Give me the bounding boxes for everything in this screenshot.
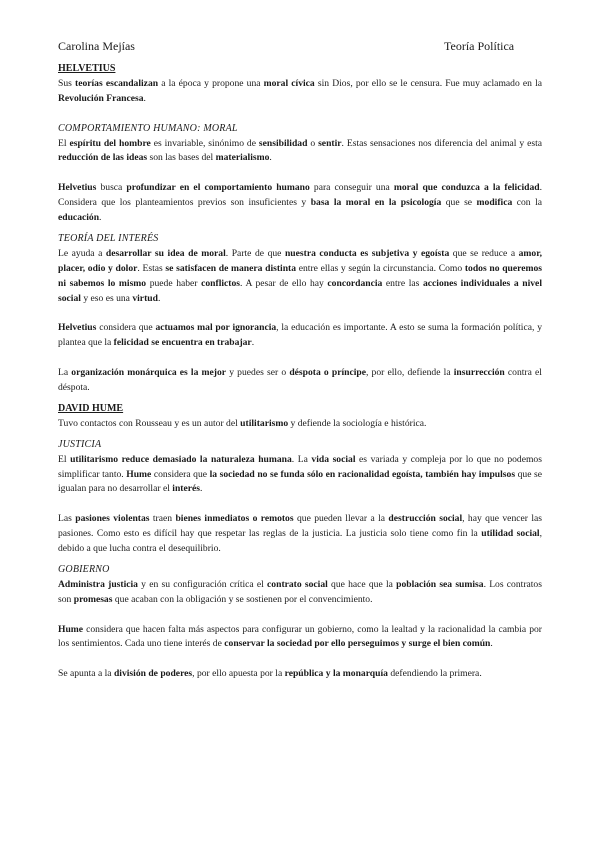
bold-text: virtud (132, 292, 158, 304)
bold-text: Helvetius (58, 322, 97, 334)
section-subtitle: TEORÍA DEL INTERÉS (58, 232, 159, 244)
text-run: considera que (151, 468, 210, 480)
bold-text: espíritu del hombre (69, 137, 151, 149)
paragraph (58, 417, 542, 432)
text-run: . (157, 292, 161, 304)
text-run: contra el déspota. (58, 367, 542, 393)
bold-text: amor, placer, odio y dolor (58, 247, 542, 274)
text-run: que acaban con la obligación y se sostienen por el convencimiento. (112, 593, 373, 605)
bold-text: se satisfacen de manera distinta (165, 262, 297, 274)
text-run: . Considera que los planteamientos previos son insuficientes y (58, 182, 542, 209)
text-run: entre las (382, 277, 423, 289)
text-run: para conseguir una (309, 182, 394, 194)
bold-text: destrucción social (388, 513, 463, 525)
bold-text: reducción de las ideas (58, 152, 148, 164)
text-run: , debido a que lucha contra el desequilibrio. (58, 528, 542, 555)
text-run: y eso es una (80, 292, 133, 304)
paragraph (58, 512, 542, 557)
text-run: , por ello, defiende la (366, 367, 454, 379)
text-run: y en su configuración crítica el (137, 578, 268, 590)
paragraph (58, 453, 542, 498)
text-run: considera que hacen falta más aspectos para configurar un gobierno, como la lealtad y la racionalidad la cambia por los sentimientos. Cada uno tiene interés de (58, 623, 542, 650)
bold-text: interés (172, 483, 200, 495)
text-run: . (251, 337, 255, 349)
paragraph (58, 137, 542, 167)
bold-text: población sea sumisa (396, 578, 484, 590)
text-run: . (490, 638, 493, 650)
text-run: son las bases del (147, 152, 216, 164)
bold-text: acciones individuales a nivel social (58, 277, 542, 304)
section-title: DAVID HUME (58, 402, 124, 414)
paragraph (58, 321, 542, 351)
text-run: . (200, 483, 203, 495)
section-subtitle: JUSTICIA (58, 438, 102, 450)
paragraph-spacer (58, 306, 542, 321)
paragraph (58, 667, 542, 682)
text-run: . A pesar de ello hay (240, 277, 328, 289)
bold-text: insurrección (453, 367, 505, 379)
bold-text: sentir (318, 137, 342, 149)
document-body (58, 62, 542, 682)
bold-text: actuamos mal por ignorancia (155, 322, 277, 334)
text-run: o (307, 137, 319, 149)
bold-text: sensibilidad (258, 137, 308, 149)
bold-text: utilitarismo (240, 417, 289, 429)
text-run: puede haber (146, 277, 202, 289)
paragraph (58, 77, 542, 107)
text-run: traen (149, 513, 176, 525)
bold-text: materialismo (215, 152, 270, 164)
header-author: Carolina Mejías (58, 39, 135, 53)
paragraph (58, 366, 542, 396)
text-run: que hace que la (327, 578, 397, 590)
bold-text: conflictos (201, 277, 241, 289)
paragraph (58, 623, 542, 653)
text-run: es invariable, sinónimo de (150, 137, 259, 149)
text-run: busca (96, 182, 127, 194)
text-run: defendiendo la primera. (387, 668, 482, 680)
text-run: que se reduce a (449, 247, 519, 259)
paragraph (58, 578, 542, 608)
bold-text: todos no queremos ni sabemos lo mismo (58, 262, 542, 289)
bold-text: educación (58, 212, 100, 224)
bold-text: moral que conduzca a la felicidad (393, 182, 540, 194)
text-run: que se (441, 197, 477, 209)
text-run: El (58, 137, 70, 149)
text-run: Le ayuda a (58, 247, 106, 259)
header-subject: Teoría Política (444, 39, 515, 53)
bold-text: organización monárquica es la mejor (71, 367, 227, 379)
bold-text: república y la monarquía (284, 668, 388, 680)
bold-text: teorías escandalizan (75, 77, 159, 89)
paragraph (58, 247, 542, 307)
paragraph (58, 181, 542, 226)
bold-text: nuestra conducta es subjetiva y egoísta (284, 247, 450, 259)
bold-text: promesas (73, 593, 113, 605)
text-run: Se apunta a la (58, 668, 114, 680)
text-run: que pueden llevar a la (293, 513, 389, 525)
text-run: Tuvo contactos con Rousseau y es un autor del (58, 417, 241, 429)
text-run: y puedes ser o (226, 367, 290, 379)
bold-text: modifica (476, 197, 513, 209)
text-run: Las (58, 513, 76, 525)
bold-text: vida social (311, 453, 356, 465)
bold-text: conservar la sociedad por ello perseguimos y surge el bien común (224, 638, 491, 650)
text-run: . Estas (137, 262, 166, 274)
bold-text: profundizar en el comportamiento humano (126, 182, 310, 194)
bold-text: utilidad social (481, 528, 540, 540)
text-run: . (143, 92, 146, 104)
bold-text: déspota o príncipe (289, 367, 366, 379)
text-run: que se igualan para no desarrollar el (58, 468, 542, 495)
bold-text: bienes inmediatos o remotos (175, 513, 294, 525)
paragraph-spacer (58, 497, 542, 512)
text-run: . Los contratos son (58, 578, 542, 605)
text-run: considera que (96, 322, 156, 334)
paragraph-spacer (58, 351, 542, 366)
paragraph-spacer (58, 166, 542, 181)
text-run: con la (512, 197, 542, 209)
text-run: , por ello apuesta por la (192, 668, 285, 680)
bold-text: utilitarismo reduce demasiado la naturaleza humana (70, 453, 292, 465)
bold-text: desarrollar su idea de moral (105, 247, 226, 259)
text-run: . Estas sensaciones nos diferencia del animal y esta (341, 137, 543, 149)
bold-text: concordancia (327, 277, 383, 289)
text-run: . (269, 152, 272, 164)
bold-text: división de poderes (113, 668, 193, 680)
text-run: y defiende la sociología e histórica. (288, 417, 427, 429)
text-run: El (58, 453, 71, 465)
bold-text: Hume (58, 623, 84, 635)
bold-text: Helvetius (58, 182, 97, 194)
text-run: , hay que vencer las pasiones. Como esto es difícil hay que respetar las reglas de la justicia. La justicia solo tiene como fin la (58, 513, 542, 540)
text-run: sin Dios, por ello se le censura. Fue muy aclamado en la (314, 77, 542, 89)
text-run: a la época y propone una (158, 77, 264, 89)
text-run: es variada y compleja por lo que no podemos simplificar tanto. (58, 453, 542, 480)
text-run: La (58, 367, 72, 379)
bold-text: la sociedad no se funda sólo en racionalidad egoísta, también hay impulsos (209, 468, 516, 480)
section-subtitle: COMPORTAMIENTO HUMANO: MORAL (58, 122, 238, 134)
paragraph-spacer (58, 608, 542, 623)
text-run: . (99, 212, 102, 224)
bold-text: Revolución Francesa (58, 92, 144, 104)
bold-text: felicidad se encuentra en trabajar (113, 337, 252, 349)
bold-text: contrato social (267, 578, 328, 590)
text-run: , la educación es importante. A esto se suma la formación política, y plantea que la (58, 322, 542, 349)
section-title: HELVETIUS (58, 63, 116, 74)
paragraph-spacer (58, 107, 542, 122)
paragraph-spacer (58, 652, 542, 667)
text-run: Sus (58, 77, 75, 89)
bold-text: pasiones violentas (75, 513, 150, 525)
text-run: . La (291, 453, 312, 465)
bold-text: Administra justicia (58, 578, 138, 590)
bold-text: Hume (126, 468, 152, 480)
text-run: entre ellas y según la circunstancia. Como (296, 262, 465, 274)
text-run: . Parte de que (225, 247, 285, 259)
section-subtitle: GOBIERNO (58, 563, 110, 575)
bold-text: moral cívica (263, 77, 315, 89)
bold-text: basa la moral en la psicología (310, 197, 442, 209)
